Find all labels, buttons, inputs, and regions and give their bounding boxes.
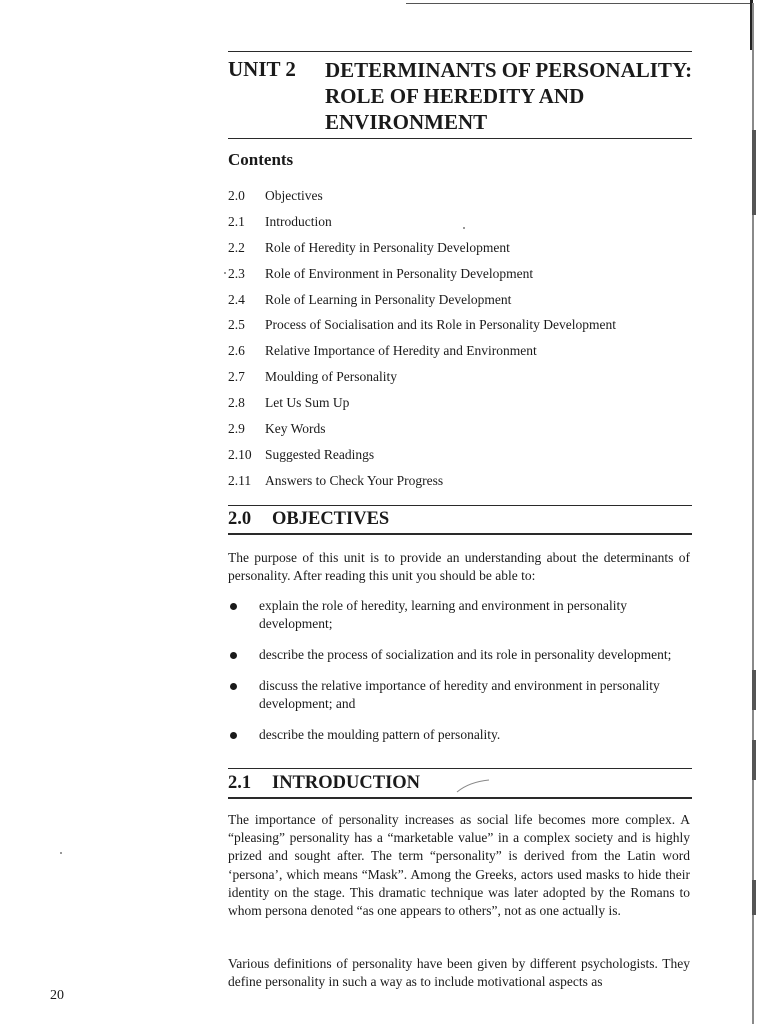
- toc-label: Role of Heredity in Personality Development: [265, 239, 510, 255]
- toc-number: 2.8: [228, 395, 245, 411]
- toc-label: Process of Socialisation and its Role in Personality Development: [265, 317, 616, 333]
- scan-speck: [463, 227, 465, 229]
- section-title: OBJECTIVES: [272, 509, 390, 529]
- section-number: 2.0: [228, 509, 252, 529]
- pen-stroke-mark: [455, 778, 491, 794]
- bullet-icon: [230, 732, 237, 739]
- objectives-top-rule: [228, 505, 692, 506]
- toc-number: 2.11: [228, 472, 252, 488]
- introduction-paragraph-2: Various definitions of personality have been given by different psychologists. They define personality in such a way as to include motivational aspects as: [228, 956, 690, 990]
- toc-label: Relative Importance of Heredity and Environment: [265, 343, 537, 359]
- toc-label: Role of Learning in Personality Development: [265, 291, 512, 307]
- scan-edge-mark: [752, 130, 756, 185]
- objective-item: [228, 597, 692, 633]
- toc-number: 2.2: [228, 239, 245, 255]
- scan-edge-mark: [752, 880, 756, 915]
- bullet-icon: [230, 683, 237, 690]
- objective-item: [228, 726, 692, 744]
- toc-number: 2.5: [228, 317, 245, 333]
- scan-edge-mark: [752, 185, 756, 215]
- objective-text: describe the process of socialization and its role in personality development;: [259, 647, 672, 662]
- scan-speck: [224, 272, 226, 274]
- toc-number: 2.10: [228, 446, 252, 462]
- toc-label: Let Us Sum Up: [265, 395, 350, 411]
- toc-item[interactable]: [228, 445, 698, 471]
- toc-number: 2.6: [228, 343, 245, 359]
- scan-speck: [60, 852, 62, 854]
- scan-top-edge: [406, 3, 751, 4]
- bullet-icon: [230, 652, 237, 659]
- toc-label: Moulding of Personality: [265, 369, 397, 385]
- toc-label: Key Words: [265, 421, 326, 437]
- toc-item[interactable]: [228, 315, 698, 341]
- toc-label: Objectives: [265, 188, 323, 203]
- toc-item[interactable]: [228, 471, 698, 497]
- objective-text: discuss the relative importance of heredity and environment in personality development; and: [259, 678, 660, 711]
- objectives-intro: The purpose of this unit is to provide an understanding about the determinants of personality. After reading this unit you should be able to:: [228, 550, 690, 584]
- toc-item[interactable]: [228, 367, 698, 393]
- toc-number: 2.4: [228, 291, 245, 307]
- toc-number: 2.9: [228, 421, 245, 437]
- toc-item[interactable]: [228, 419, 698, 445]
- scan-edge-mark: [752, 670, 756, 710]
- introduction-heading: [228, 773, 420, 794]
- introduction-bottom-rule: [228, 797, 692, 799]
- objectives-heading: [228, 509, 389, 530]
- toc-number: 2.7: [228, 369, 245, 385]
- objective-text: explain the role of heredity, learning and environment in personality development;: [259, 598, 628, 631]
- page-number: 20: [50, 988, 64, 1003]
- objectives-bottom-rule: [228, 533, 692, 535]
- toc-item[interactable]: [228, 341, 698, 367]
- toc-item[interactable]: [228, 212, 698, 238]
- introduction-paragraph-1: The importance of personality increases as social life becomes more complex. A “pleasing” personality has a “marketable value” in a complex society and is highly prized and sought after. The term “personality” is derived from the Latin word ‘persona’, which means “Mask”. Among the Greeks, actors used masks to hide their identity on the stage. This dramatic technique was later adopted by the Romans to whom persona denoted “as one appears to others”, not as one actually is.: [228, 812, 690, 919]
- toc-label: Introduction: [265, 213, 332, 229]
- table-of-contents: [228, 186, 698, 497]
- scan-edge-mark: [752, 740, 756, 780]
- objective-text: describe the moulding pattern of personality.: [259, 727, 501, 742]
- toc-number: 2.3: [228, 265, 245, 281]
- toc-number: 2.0: [228, 188, 245, 203]
- objectives-list: [228, 597, 692, 744]
- toc-number: 2.1: [228, 213, 245, 229]
- bullet-icon: [230, 603, 237, 610]
- toc-label: Answers to Check Your Progress: [265, 472, 444, 488]
- toc-item[interactable]: [228, 186, 698, 212]
- section-number: 2.1: [228, 773, 252, 793]
- section-title: INTRODUCTION: [272, 773, 421, 793]
- toc-item[interactable]: [228, 290, 698, 316]
- objective-item: [228, 677, 692, 713]
- header-bottom-rule: [228, 138, 692, 139]
- objective-item: [228, 646, 692, 664]
- toc-label: Suggested Readings: [265, 446, 375, 462]
- contents-heading: Contents: [228, 150, 294, 169]
- toc-item[interactable]: [228, 393, 698, 419]
- toc-item[interactable]: [228, 238, 698, 264]
- header-top-rule: [228, 51, 692, 52]
- introduction-top-rule: [228, 768, 692, 769]
- toc-item[interactable]: [228, 264, 698, 290]
- unit-title: DETERMINANTS OF PERSONALITY: ROLE OF HEREDITY AND ENVIRONMENT: [325, 58, 693, 134]
- unit-label: UNIT 2: [228, 57, 296, 81]
- toc-label: Role of Environment in Personality Development: [265, 265, 534, 281]
